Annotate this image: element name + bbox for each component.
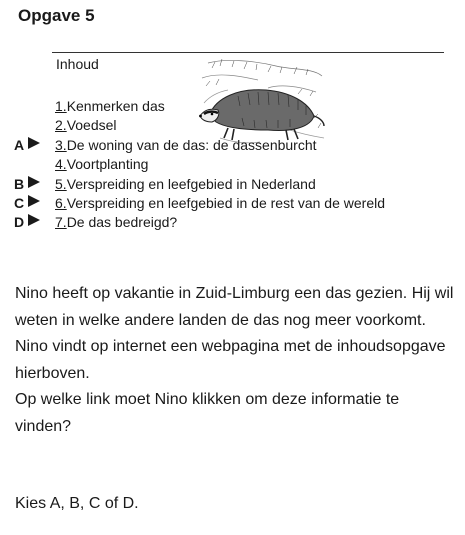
toc-item-text: Voedsel xyxy=(66,117,117,134)
arrow-right-icon xyxy=(28,195,40,207)
badger-illustration-icon xyxy=(198,58,326,146)
arrow-right-icon xyxy=(28,137,40,149)
choice-letter: D xyxy=(14,214,25,231)
toc-item-number: 5. xyxy=(55,175,67,192)
toc-item-number: 3. xyxy=(55,136,67,153)
toc-item-number: 4. xyxy=(55,156,67,173)
toc-item-text: Kenmerken das xyxy=(66,98,165,114)
answer-instruction: Kies A, B, C of D. xyxy=(15,495,139,512)
toc-item-text: Verspreiding en leefgebied in Nederland xyxy=(66,175,316,192)
choice-marker-a xyxy=(14,136,54,155)
toc-item-text: De woning van de das: de dassenburcht xyxy=(66,136,317,153)
toc-item-text: Verspreiding en leefgebied in de rest van de wereld xyxy=(66,194,386,211)
choice-letter: C xyxy=(14,194,25,211)
choice-letter: B xyxy=(14,175,25,192)
choice-marker-b xyxy=(14,175,54,194)
choice-marker-d xyxy=(14,213,54,232)
toc-item-number: 1. xyxy=(55,98,67,114)
divider-line xyxy=(52,52,444,53)
toc-item-number: 2. xyxy=(55,117,67,134)
choice-letter: A xyxy=(14,136,25,153)
toc-item-text: Voortplanting xyxy=(66,156,149,173)
question-prompt: Op welke link moet Nino klikken om deze informatie te vinden? xyxy=(15,391,400,435)
exercise-title: Opgave 5 xyxy=(18,6,95,25)
arrow-right-icon xyxy=(28,214,40,226)
question-paragraph: Nino heeft op vakantie in Zuid-Limburg een das gezien. Hij wil weten in welke andere landen de das nog meer voorkomt. Nino vindt op internet een webpagina met de inhoudsopgave hierboven. xyxy=(15,285,454,382)
toc-item-number: 7. xyxy=(55,214,67,231)
toc-heading: Inhoud xyxy=(56,56,99,72)
choice-marker-c xyxy=(14,194,54,213)
arrow-right-icon xyxy=(28,176,40,188)
toc-item-text: De das bedreigd? xyxy=(66,214,178,231)
question-block xyxy=(15,281,455,440)
toc-item-number: 6. xyxy=(55,194,67,211)
